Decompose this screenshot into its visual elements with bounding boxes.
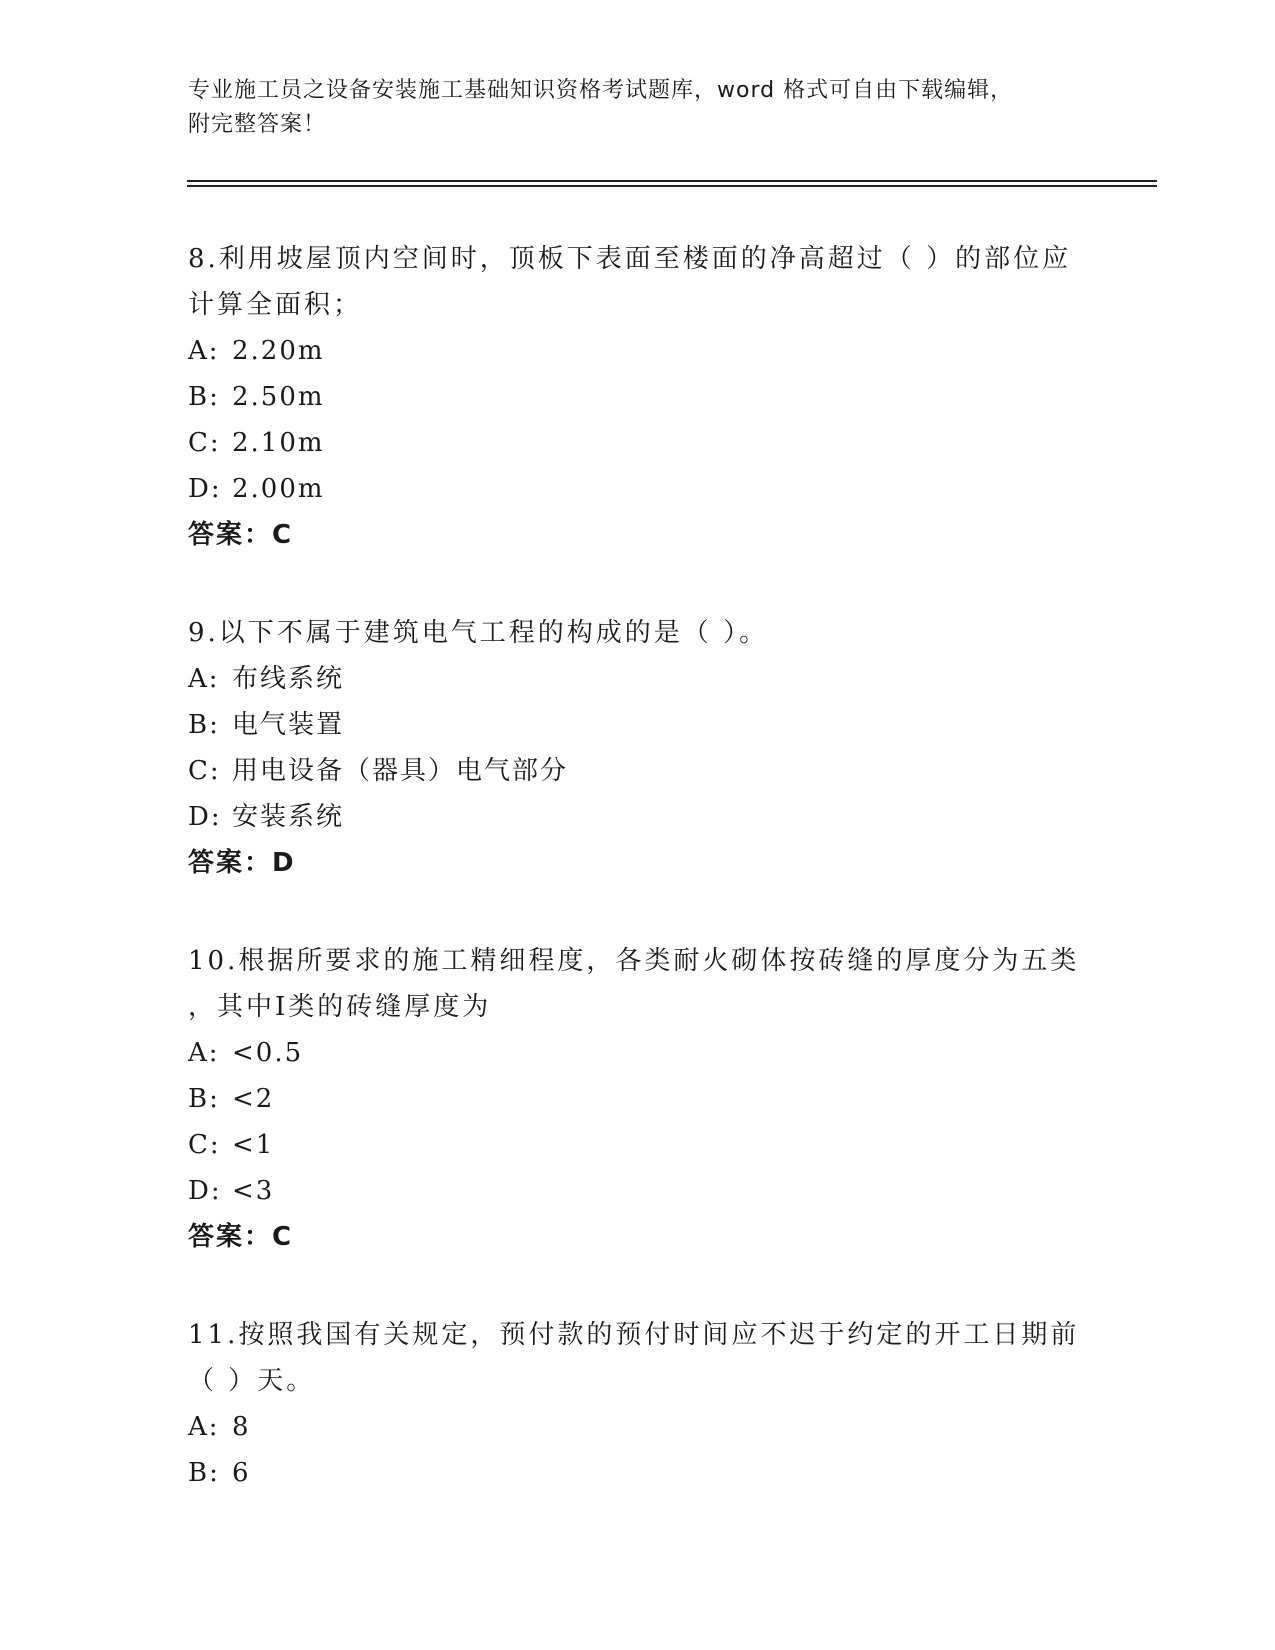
question-stem: 10.根据所要求的施工精细程度，各类耐火砌体按砖缝的厚度分为五类 — [188, 946, 1080, 976]
option-a — [188, 1404, 1088, 1450]
option-label: D: — [188, 1176, 222, 1206]
option-b — [188, 374, 1088, 420]
option-text: <0.5 — [232, 1038, 304, 1068]
option-text: 布线系统 — [232, 664, 345, 694]
option-label: C: — [188, 756, 221, 786]
option-d — [188, 466, 1088, 512]
question-9 — [188, 610, 1088, 886]
option-label: B: — [188, 1458, 220, 1488]
option-label: B: — [188, 1084, 220, 1114]
option-text: 2.20m — [232, 336, 325, 366]
option-a — [188, 656, 1088, 702]
question-stem-continued: ，其中Ⅰ类的砖缝厚度为 — [188, 992, 492, 1022]
option-text: <1 — [232, 1130, 275, 1160]
option-text: 安装系统 — [232, 802, 345, 832]
option-text: 2.50m — [232, 382, 325, 412]
option-label: B: — [188, 382, 220, 412]
option-text: <3 — [232, 1176, 275, 1206]
answer: 答案：C — [188, 1222, 294, 1252]
option-text: <2 — [232, 1084, 275, 1114]
option-d — [188, 794, 1088, 840]
header-rule-top — [187, 180, 1157, 182]
option-label: C: — [188, 428, 221, 458]
question-stem-continued: 计算全面积； — [188, 290, 363, 320]
question-8 — [188, 236, 1088, 558]
option-label: D: — [188, 474, 222, 504]
option-label: A: — [188, 1412, 220, 1442]
option-label: A: — [188, 664, 220, 694]
option-a — [188, 1030, 1088, 1076]
question-stem: 11.按照我国有关规定，预付款的预付时间应不迟于约定的开工日期前 — [188, 1320, 1080, 1350]
question-stem: 9.以下不属于建筑电气工程的构成的是（ ）。 — [188, 618, 769, 648]
question-stem-continued: （ ）天。 — [188, 1366, 316, 1396]
option-label: A: — [188, 336, 220, 366]
answer: 答案：C — [188, 520, 294, 550]
question-10 — [188, 938, 1088, 1260]
option-text: 6 — [232, 1458, 251, 1488]
option-label: A: — [188, 1038, 220, 1068]
header-line-1: 专业施工员之设备安装施工基础知识资格考试题库，word 格式可自由下载编辑， — [188, 78, 1014, 103]
option-c — [188, 420, 1088, 466]
question-list — [188, 236, 1088, 1548]
option-label: C: — [188, 1130, 221, 1160]
option-text: 2.00m — [232, 474, 325, 504]
option-label: B: — [188, 710, 220, 740]
option-a — [188, 328, 1088, 374]
answer: 答案：D — [188, 848, 296, 878]
header-rule-bottom — [187, 185, 1157, 187]
question-stem: 8.利用坡屋顶内空间时，顶板下表面至楼面的净高超过（ ）的部位应 — [188, 244, 1072, 274]
option-text: 2.10m — [232, 428, 325, 458]
option-b — [188, 702, 1088, 748]
option-text: 电气装置 — [232, 710, 345, 740]
question-11 — [188, 1312, 1088, 1496]
option-b — [188, 1076, 1088, 1122]
option-d — [188, 1168, 1088, 1214]
option-c — [188, 1122, 1088, 1168]
option-text: 用电设备（器具）电气部分 — [232, 756, 569, 786]
document-header — [188, 74, 1088, 142]
option-c — [188, 748, 1088, 794]
option-label: D: — [188, 802, 222, 832]
header-line-2: 附完整答案！ — [188, 112, 327, 137]
option-b — [188, 1450, 1088, 1496]
option-text: 8 — [232, 1412, 251, 1442]
